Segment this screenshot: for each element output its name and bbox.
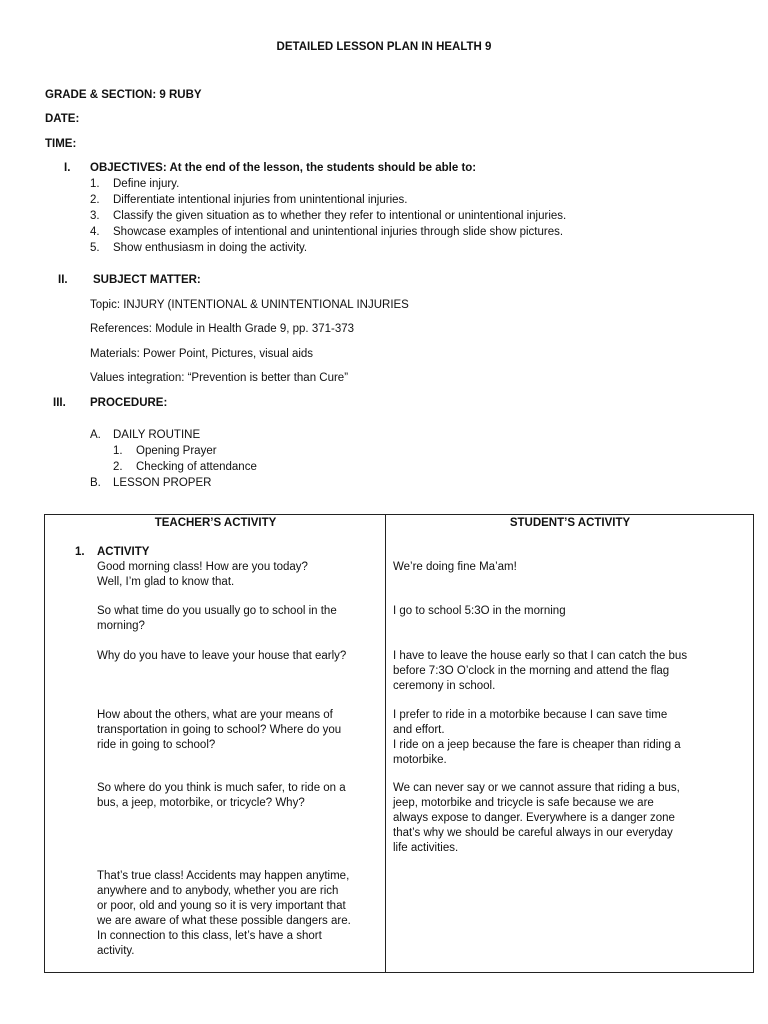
time-label: TIME: bbox=[45, 138, 77, 150]
teacher-activity-cell bbox=[45, 515, 386, 973]
student-activity-header: STUDENT’S ACTIVITY bbox=[509, 517, 631, 529]
daily-routine-label: DAILY ROUTINE bbox=[113, 429, 201, 441]
student-line: jeep, motorbike and tricycle is safe because we are bbox=[393, 797, 654, 809]
date-label: DATE: bbox=[45, 113, 80, 125]
teacher-line: Why do you have to leave your house that early? bbox=[97, 650, 347, 662]
teacher-line: anywhere and to anybody, whether you are rich bbox=[97, 885, 339, 897]
student-line: motorbike. bbox=[393, 754, 447, 766]
objective-text: Classify the given situation as to whether they refer to intentional or unintentional injuries. bbox=[113, 210, 567, 222]
objective-text: Define injury. bbox=[113, 178, 180, 190]
grade-section-label: GRADE & SECTION: 9 RUBY bbox=[45, 89, 202, 101]
student-line: ceremony in school. bbox=[393, 680, 496, 692]
routine-number: 2. bbox=[113, 461, 123, 473]
teacher-line: morning? bbox=[97, 620, 145, 632]
teacher-line: or poor, old and young so it is very important that bbox=[97, 900, 346, 912]
lesson-proper-letter: B. bbox=[90, 477, 101, 489]
student-line: before 7:3O O’clock in the morning and attend the flag bbox=[393, 665, 670, 677]
teacher-line: So where do you think is much safer, to ride on a bbox=[97, 782, 346, 794]
routine-number: 1. bbox=[113, 445, 123, 457]
materials-line: Materials: Power Point, Pictures, visual aids bbox=[90, 348, 314, 360]
objectives-numeral: I. bbox=[64, 162, 71, 174]
objective-number: 4. bbox=[90, 226, 100, 238]
student-line: I prefer to ride in a motorbike because I can save time bbox=[393, 709, 668, 721]
subject-matter-numeral: II. bbox=[58, 274, 68, 286]
activity-number: 1. bbox=[75, 546, 85, 558]
teacher-line: In connection to this class, let’s have a short bbox=[97, 930, 322, 942]
routine-text: Opening Prayer bbox=[136, 445, 217, 457]
objective-text: Show enthusiasm in doing the activity. bbox=[113, 242, 308, 254]
student-line: always expose to danger. Everywhere is a danger zone bbox=[393, 812, 675, 824]
teacher-line: ride in going to school? bbox=[97, 739, 216, 751]
student-activity-cell bbox=[386, 515, 754, 973]
student-line: and effort. bbox=[393, 724, 445, 736]
teacher-line: Good morning class! How are you today? bbox=[97, 561, 308, 573]
values-line: Values integration: “Prevention is better than Cure” bbox=[90, 372, 349, 384]
teacher-line: activity. bbox=[97, 945, 135, 957]
objectives-heading: OBJECTIVES: At the end of the lesson, the students should be able to: bbox=[90, 162, 477, 174]
teacher-line: transportation in going to school? Where do you bbox=[97, 724, 342, 736]
student-line: We can never say or we cannot assure that riding a bus, bbox=[393, 782, 680, 794]
objective-number: 2. bbox=[90, 194, 100, 206]
student-line: I ride on a jeep because the fare is cheaper than riding a bbox=[393, 739, 681, 751]
topic-line: Topic: INJURY (INTENTIONAL & UNINTENTIONAL INJURIES bbox=[90, 299, 409, 311]
teacher-line: That’s true class! Accidents may happen anytime, bbox=[97, 870, 350, 882]
routine-text: Checking of attendance bbox=[136, 461, 257, 473]
teacher-line: Well, I’m glad to know that. bbox=[97, 576, 235, 588]
teacher-line: So what time do you usually go to school in the bbox=[97, 605, 337, 617]
daily-routine-letter: A. bbox=[90, 429, 101, 441]
teacher-line: How about the others, what are your means of bbox=[97, 709, 333, 721]
student-line: We’re doing fine Ma’am! bbox=[393, 561, 517, 573]
student-line: I have to leave the house early so that I can catch the bus bbox=[393, 650, 688, 662]
objective-text: Differentiate intentional injuries from unintentional injuries. bbox=[113, 194, 408, 206]
table-row bbox=[45, 515, 754, 973]
procedure-heading: PROCEDURE: bbox=[90, 397, 168, 409]
objective-number: 5. bbox=[90, 242, 100, 254]
activity-label: ACTIVITY bbox=[97, 546, 150, 558]
document-title: DETAILED LESSON PLAN IN HEALTH 9 bbox=[276, 41, 492, 53]
subject-matter-heading: SUBJECT MATTER: bbox=[93, 274, 201, 286]
objective-number: 3. bbox=[90, 210, 100, 222]
objective-number: 1. bbox=[90, 178, 100, 190]
lesson-proper-label: LESSON PROPER bbox=[113, 477, 212, 489]
student-line: that’s why we should be careful always in our everyday bbox=[393, 827, 673, 839]
procedure-numeral: III. bbox=[53, 397, 66, 409]
teacher-activity-header: TEACHER’S ACTIVITY bbox=[154, 517, 277, 529]
student-line: I go to school 5:3O in the morning bbox=[393, 605, 566, 617]
references-line: References: Module in Health Grade 9, pp. 371-373 bbox=[90, 323, 355, 335]
teacher-line: we are aware of what these possible dangers are. bbox=[97, 915, 351, 927]
objective-text: Showcase examples of intentional and unintentional injuries through slide show pictures. bbox=[113, 226, 564, 238]
activity-table bbox=[44, 514, 754, 973]
teacher-line: bus, a jeep, motorbike, or tricycle? Why? bbox=[97, 797, 305, 809]
student-line: life activities. bbox=[393, 842, 459, 854]
